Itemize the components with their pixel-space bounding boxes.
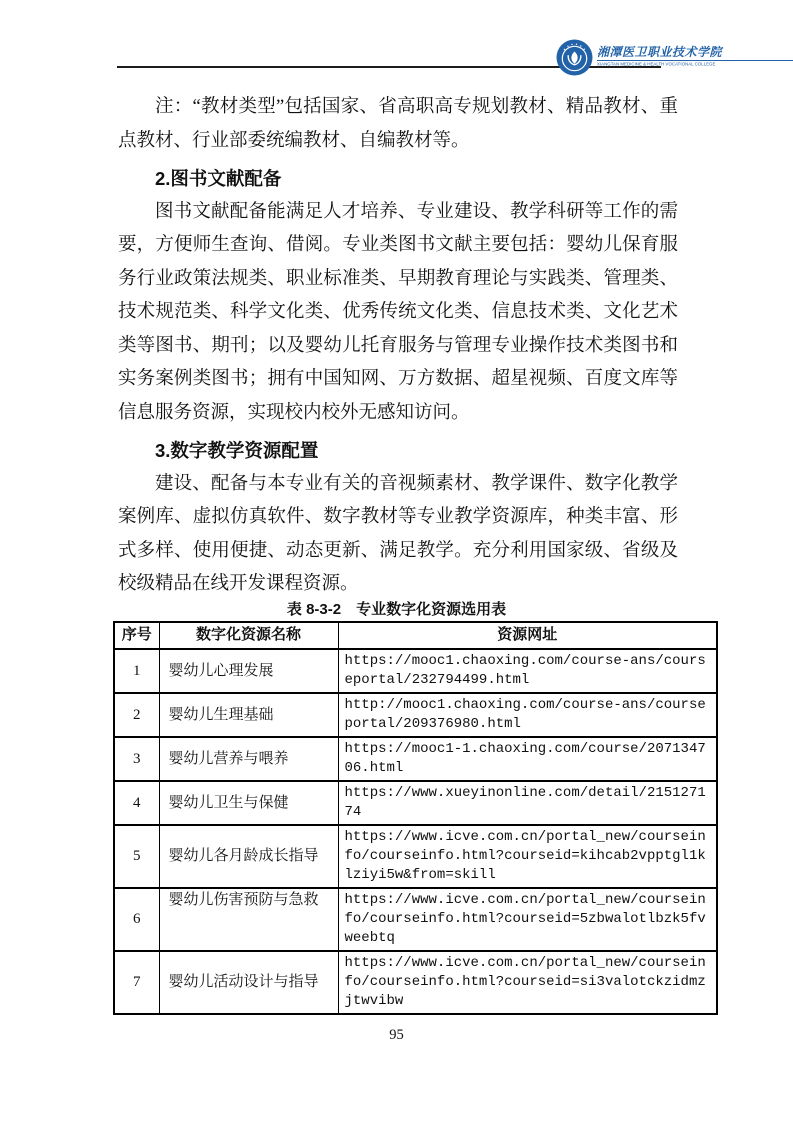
table-row bbox=[114, 951, 717, 1014]
college-emblem-icon bbox=[556, 39, 593, 76]
college-logo bbox=[556, 39, 793, 76]
cell-url: https://www.icve.com.cn/portal_new/courseinfo/courseinfo.html?courseid=5zbwalotlbzk5fvweebtq bbox=[338, 888, 717, 951]
body-content bbox=[118, 91, 678, 602]
cell-name: 婴幼儿生理基础 bbox=[159, 693, 338, 737]
table-row bbox=[114, 781, 717, 825]
cell-url: https://www.icve.com.cn/portal_new/courseinfo/courseinfo.html?courseid=kihcab2vpptgl1klziyi5w&from=skill bbox=[338, 825, 717, 888]
section-heading-library: 2.图书文献配备 bbox=[155, 168, 282, 189]
cell-no: 6 bbox=[114, 888, 159, 951]
college-logo-text bbox=[597, 45, 793, 70]
cell-name: 婴幼儿营养与喂养 bbox=[159, 737, 338, 781]
cell-name: 婴幼儿心理发展 bbox=[159, 649, 338, 693]
college-name-en: XIANGTAN MEDICINE & HEALTH VOCATIONAL COLLEGE bbox=[597, 61, 716, 67]
column-header-no: 序号 bbox=[114, 622, 159, 649]
table-row bbox=[114, 737, 717, 781]
table-row bbox=[114, 825, 717, 888]
cell-url: https://www.xueyinonline.com/detail/215127174 bbox=[338, 781, 717, 825]
cell-no: 4 bbox=[114, 781, 159, 825]
resources-table-body bbox=[114, 649, 717, 1014]
table-header-row bbox=[114, 622, 717, 649]
cell-name: 婴幼儿伤害预防与急救 bbox=[159, 888, 338, 951]
cell-name: 婴幼儿各月龄成长指导 bbox=[159, 825, 338, 888]
cell-url: https://mooc1.chaoxing.com/course-ans/courseportal/232794499.html bbox=[338, 649, 717, 693]
cell-name: 婴幼儿卫生与保健 bbox=[159, 781, 338, 825]
column-header-name: 数字化资源名称 bbox=[159, 622, 338, 649]
cell-no: 7 bbox=[114, 951, 159, 1014]
cell-url: https://mooc1-1.chaoxing.com/course/207134706.html bbox=[338, 737, 717, 781]
table-caption: 表 8-3-2 专业数字化资源选用表 bbox=[286, 601, 507, 618]
table-row bbox=[114, 888, 717, 951]
library-paragraph: 图书文献配备能满足人才培养、专业建设、教学科研等工作的需要，方便师生查询、借阅。专业类图书文献主要包括：婴幼儿保育服务行业政策法规类、职业标准类、早期教育理论与实践类、管理类、技术规范类、科学文化类、优秀传统文化类、信息技术类、文化艺术类等图书、期刊；以及婴幼儿托育服务与管理专业操作技术类图书和实务案例类图书；拥有中国知网、万方数据、超星视频、百度文库等信息服务资源，实现校内校外无感知访问。 bbox=[118, 201, 678, 423]
digital-resources-table bbox=[113, 621, 718, 1015]
table-row bbox=[114, 693, 717, 737]
cell-no: 5 bbox=[114, 825, 159, 888]
cell-no: 3 bbox=[114, 737, 159, 781]
column-header-url: 资源网址 bbox=[338, 622, 717, 649]
college-name-zh: 湘潭医卫职业技术学院 bbox=[597, 45, 793, 61]
cell-url: https://www.icve.com.cn/portal_new/courseinfo/courseinfo.html?courseid=si3valotckzidmzjtwvibw bbox=[338, 951, 717, 1014]
section-heading-digital: 3.数字教学资源配置 bbox=[155, 440, 319, 461]
cell-no: 1 bbox=[114, 649, 159, 693]
cell-no: 2 bbox=[114, 693, 159, 737]
page-number: 95 bbox=[389, 1027, 404, 1043]
digital-paragraph: 建设、配备与本专业有关的音视频素材、教学课件、数字化教学案例库、虚拟仿真软件、数字教材等专业教学资源库，种类丰富、形式多样、使用便捷、动态更新、满足教学。充分利用国家级、省级及校级精品在线开发课程资源。 bbox=[118, 473, 678, 594]
cell-name: 婴幼儿活动设计与指导 bbox=[159, 951, 338, 1014]
table-row bbox=[114, 649, 717, 693]
cell-url: http://mooc1.chaoxing.com/course-ans/courseportal/209376980.html bbox=[338, 693, 717, 737]
note-paragraph: 注：“教材类型”包括国家、省高职高专规划教材、精品教材、重点教材、行业部委统编教材、自编教材等。 bbox=[118, 97, 678, 151]
